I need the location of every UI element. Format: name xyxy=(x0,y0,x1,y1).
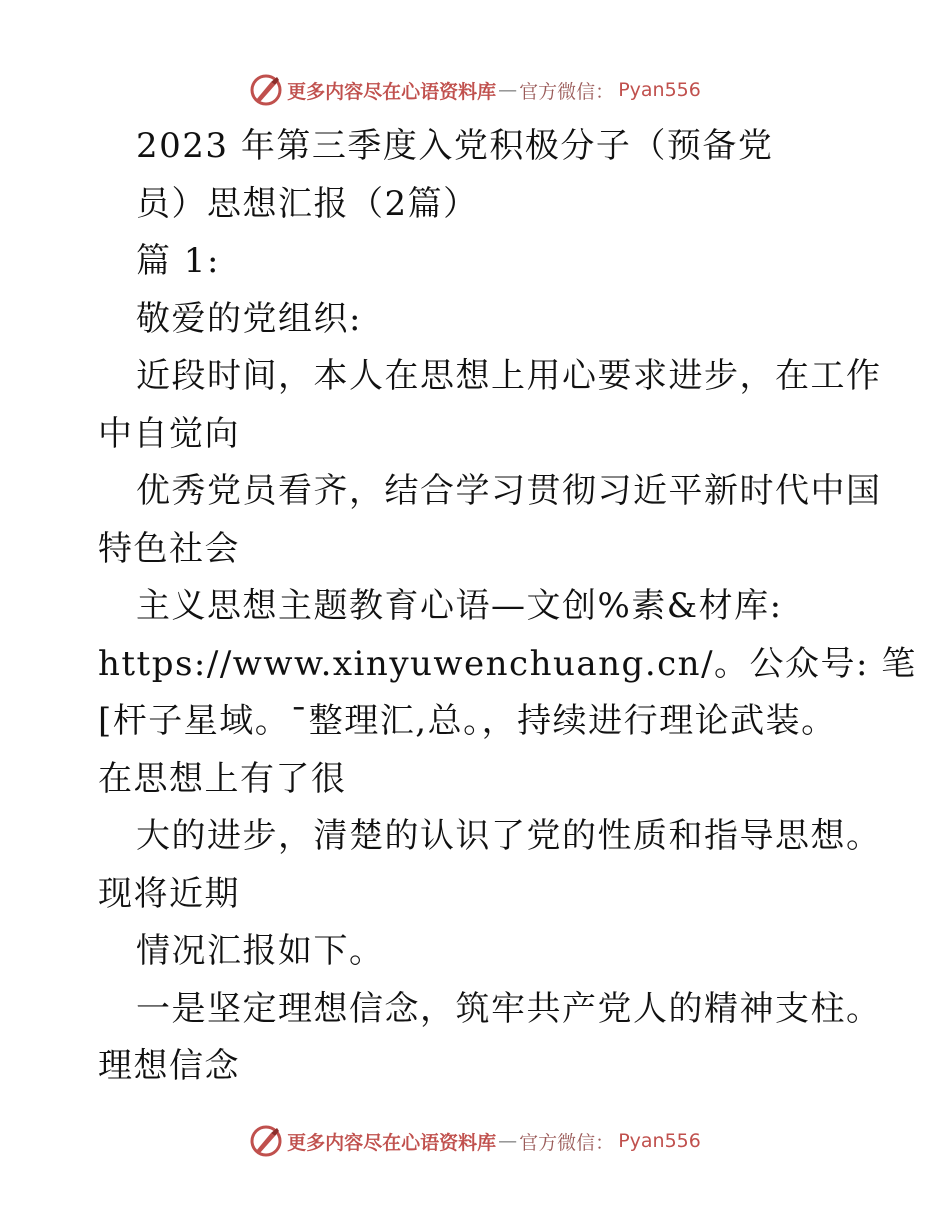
header-banner xyxy=(0,70,950,110)
paragraph-line: [杆子星域。¯整理汇,总。，持续进行理论武装。 xyxy=(98,701,837,741)
banner-wechat-id: Pyan556 xyxy=(618,1130,701,1152)
paragraph-line: 理想信念 xyxy=(98,1046,240,1086)
footer-banner xyxy=(0,1121,950,1161)
paragraph-line: 主义思想主题教育心语—文创%素&材库: xyxy=(136,586,783,626)
section-heading: 篇 1: xyxy=(136,241,220,281)
banner-wechat-label: 官方微信： xyxy=(519,80,615,103)
banner-dash: — xyxy=(498,1130,518,1152)
document-body xyxy=(0,118,950,1096)
paragraph-line: 中自觉向 xyxy=(98,413,240,454)
paragraph-line: 一是坚定理想信念，筑牢共产党人的精神支柱。 xyxy=(136,988,882,1029)
paragraph-line: 现将近期 xyxy=(98,873,240,914)
banner-wechat-label: 官方微信： xyxy=(519,1131,615,1154)
banner-wechat-id: Pyan556 xyxy=(618,79,701,101)
paragraph-line: 在思想上有了很 xyxy=(98,758,347,799)
quill-pen-logo-icon xyxy=(249,1124,283,1158)
banner-dash: — xyxy=(498,79,518,101)
banner-main-text: 更多内容尽在心语资料库 xyxy=(287,1131,497,1154)
paragraph-line: 近段时间，本人在思想上用心要求进步，在工作 xyxy=(136,356,882,396)
url-line: https://www.xinyuwenchuang.cn/。公众号: 笔 xyxy=(98,643,917,684)
banner-main-text: 更多内容尽在心语资料库 xyxy=(287,80,497,103)
doc-title-line-2: 员）思想汇报（2篇） xyxy=(136,183,479,224)
paragraph-line: 情况汇报如下。 xyxy=(136,931,385,971)
paragraph-line: 优秀党员看齐，结合学习贯彻习近平新时代中国 xyxy=(136,471,882,511)
paragraph-line: 大的进步，清楚的认识了党的性质和指导思想。 xyxy=(136,816,882,856)
salutation: 敬爱的党组织: xyxy=(136,298,362,339)
doc-title-line-1: 2023 年第三季度入党积极分子（预备党 xyxy=(136,126,774,166)
quill-pen-logo-icon xyxy=(249,73,283,107)
paragraph-line: 特色社会 xyxy=(98,528,240,569)
